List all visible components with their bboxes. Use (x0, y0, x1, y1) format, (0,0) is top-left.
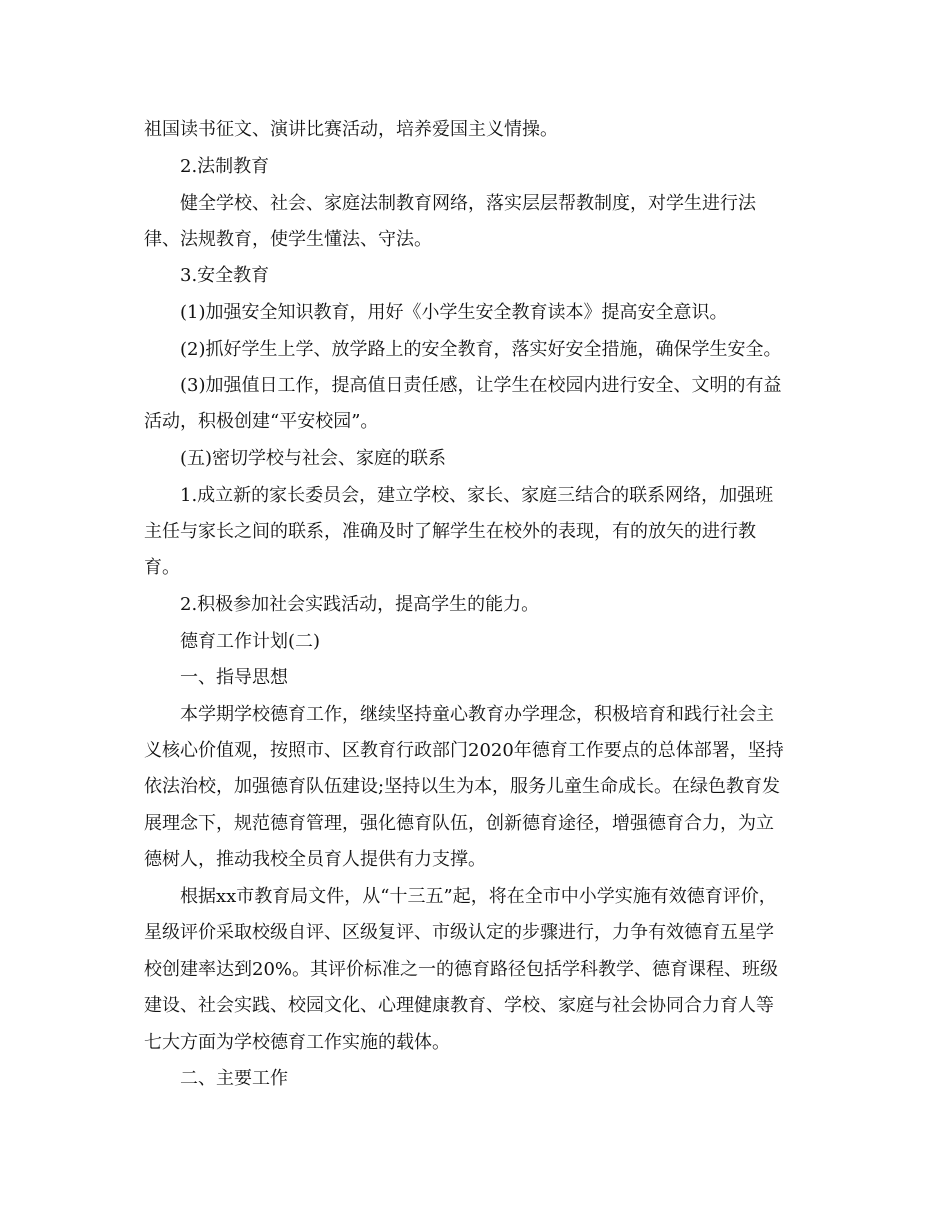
text-line: 义核心价值观，按照市、区教育行政部门2020年德育工作要点的总体部署，坚持 (144, 740, 784, 761)
text-line: 活动，积极创建“平安校园”。 (144, 411, 379, 432)
section-heading: (五)密切学校与社会、家庭的联系 (180, 448, 447, 469)
text-line: 祖国读书征文、演讲比赛活动，培养爱国主义情操。 (144, 119, 558, 140)
text-line: 校创建率达到20%。其评价标准之一的德育路径包括学科教学、德育课程、班级 (144, 959, 779, 980)
text-line: 七大方面为学校德育工作实施的载体。 (144, 1032, 450, 1053)
text-line: 主任与家长之间的联系，准确及时了解学生在校外的表现，有的放矢的进行教 (144, 521, 756, 542)
text-line: 依法治校，加强德育队伍建设;坚持以生为本，服务儿童生命成长。在绿色教育发 (144, 776, 781, 797)
text-line: (2)抓好学生上学、放学路上的安全教育，落实好安全措施，确保学生安全。 (180, 339, 782, 360)
text-line: (3)加强值日工作，提高值日责任感，让学生在校园内进行安全、文明的有益 (180, 375, 782, 396)
text-line: 律、法规教育，使学生懂法、守法。 (144, 229, 432, 250)
text-line: 德树人，推动我校全员育人提供有力支撑。 (144, 849, 486, 870)
section-heading: 2.法制教育 (180, 156, 270, 177)
section-heading: 二、主要工作 (180, 1068, 288, 1089)
text-line: 星级评价采取校级自评、区级复评、市级认定的步骤进行，力争有效德育五星学 (144, 922, 774, 943)
section-heading: 3.安全教育 (180, 265, 270, 286)
text-line: 健全学校、社会、家庭法制教育网络，落实层层帮教制度，对学生进行法 (180, 193, 756, 214)
text-line: 本学期学校德育工作，继续坚持童心教育办学理念，积极培育和践行社会主 (180, 704, 774, 725)
text-line: (1)加强安全知识教育，用好《小学生安全教育读本》提高安全意识。 (180, 302, 728, 323)
text-line: 展理念下，规范德育管理，强化德育队伍，创新德育途径，增强德育合力，为立 (144, 813, 774, 834)
text-line: 建设、社会实践、校园文化、心理健康教育、学校、家庭与社会协同合力育人等 (144, 995, 774, 1016)
text-line: 根据xx市教育局文件，从“十三五”起，将在全市中小学实施有效德育评价， (180, 886, 777, 907)
text-line: 育。 (144, 557, 180, 578)
section-heading: 一、指导思想 (180, 667, 288, 688)
text-line: 2.积极参加社会实践活动，提高学生的能力。 (180, 594, 540, 615)
text-line: 1.成立新的家长委员会，建立学校、家长、家庭三结合的联系网络，加强班 (180, 485, 774, 506)
section-heading: 德育工作计划(二) (180, 631, 321, 652)
